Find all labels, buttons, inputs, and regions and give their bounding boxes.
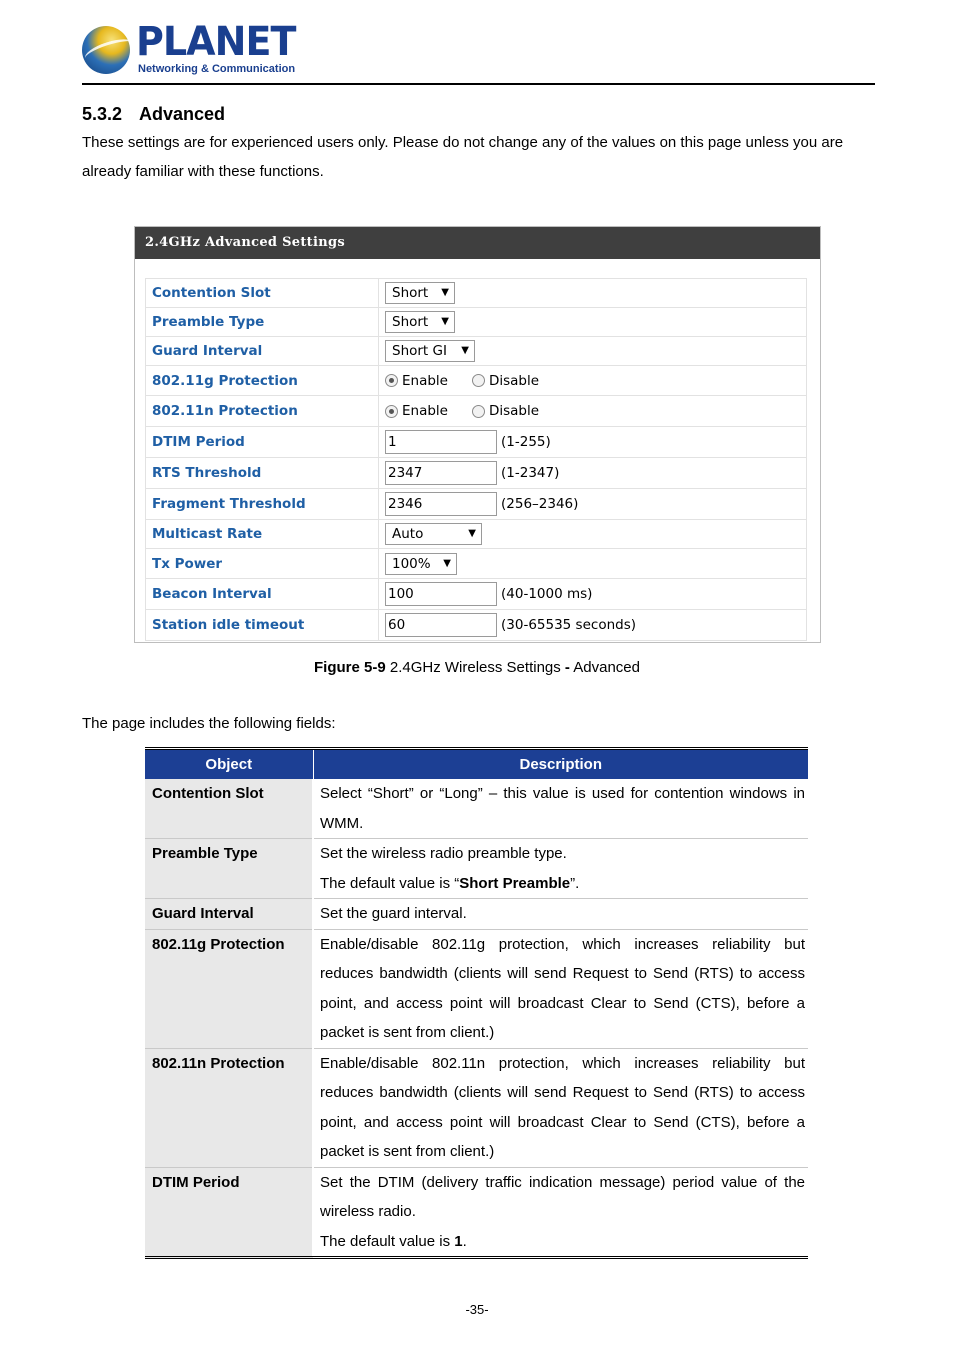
setting-label: 802.11g Protection [146, 366, 379, 396]
settings-row [146, 279, 807, 308]
settings-table [145, 278, 807, 641]
setting-value [379, 549, 807, 579]
object-cell: DTIM Period [145, 1167, 313, 1258]
radio-option[interactable] [385, 403, 448, 419]
planet-logo [82, 19, 296, 78]
radio-label: Enable [402, 372, 448, 389]
panel-title: 2.4GHz Advanced Settings [135, 227, 820, 259]
settings-row [146, 308, 807, 337]
setting-select[interactable] [385, 282, 455, 304]
default-value: Short Preamble [459, 874, 571, 892]
select-value: Short [392, 314, 429, 330]
setting-input[interactable]: 2347 [385, 461, 497, 485]
description-cell [313, 779, 808, 839]
setting-label: Beacon Interval [146, 579, 379, 610]
setting-select[interactable] [385, 311, 455, 333]
setting-label: Multicast Rate [146, 520, 379, 549]
radio-label: Enable [402, 403, 448, 419]
radio-label: Disable [488, 372, 540, 389]
settings-row [146, 366, 807, 396]
description-text: Set the guard interval. [320, 905, 467, 922]
default-prefix: The default value is “ [320, 874, 460, 892]
setting-value [379, 396, 807, 427]
select-value: Short [392, 285, 429, 301]
setting-input[interactable]: 60 [385, 613, 497, 637]
figure-caption [0, 659, 954, 676]
fields-intro: The page includes the following fields: [82, 715, 336, 732]
default-value-line [320, 869, 805, 899]
setting-label: RTS Threshold [146, 458, 379, 489]
radio-option[interactable] [385, 373, 448, 389]
description-cell [313, 1167, 808, 1258]
setting-value [379, 520, 807, 549]
page-number: -35- [465, 1302, 489, 1317]
default-prefix: The default value is [320, 1232, 455, 1250]
radio-button[interactable] [472, 405, 485, 418]
setting-value [379, 610, 807, 641]
description-text: Set the DTIM (delivery traffic indication message) period value of the wireless radio. [320, 1173, 805, 1220]
setting-value [379, 308, 807, 337]
setting-input[interactable]: 2346 [385, 492, 497, 516]
figure-text: 2.4GHz Wireless Settings [389, 659, 561, 676]
figure-label: Figure 5-9 [314, 659, 386, 676]
table-row [145, 779, 808, 839]
radio-option[interactable] [472, 403, 539, 419]
advanced-settings-screenshot [134, 226, 821, 643]
setting-range-hint: (1-255) [501, 434, 551, 450]
default-suffix: . [462, 1232, 467, 1250]
section-heading: Advanced [139, 104, 226, 124]
settings-row [146, 396, 807, 427]
setting-label: Station idle timeout [146, 610, 379, 641]
radio-button[interactable] [385, 374, 398, 387]
setting-value [379, 489, 807, 520]
default-value: 1 [454, 1232, 463, 1250]
settings-row [146, 337, 807, 366]
section-title [82, 104, 225, 125]
table-row [145, 1167, 808, 1258]
chevron-down-icon: ▼ [468, 528, 476, 539]
field-description-table [145, 747, 808, 1259]
radio-option[interactable] [472, 373, 539, 389]
setting-range-hint: (30-65535 seconds) [501, 617, 636, 633]
setting-value [379, 579, 807, 610]
setting-value [379, 337, 807, 366]
intro-paragraph: These settings are for experienced users only. Please do not change any of the values on this page unless you are already familiar with these functions. [82, 134, 844, 180]
select-value: Auto [392, 526, 424, 542]
select-value: 100% [392, 555, 431, 572]
description-text: Enable/disable 802.11n protection, which increases reliability but reduces bandwidth (clients will send Request to Send (RTS) to access point, and access point will broadcast Clear to Send (CTS), before a packet is sent from client.) [320, 1054, 805, 1160]
radio-label: Disable [488, 403, 540, 419]
chevron-down-icon: ▼ [441, 316, 449, 327]
setting-range-hint: (1-2347) [501, 465, 560, 481]
setting-select[interactable] [385, 553, 457, 575]
settings-row [146, 427, 807, 458]
settings-row [146, 458, 807, 489]
setting-label: Fragment Threshold [146, 489, 379, 520]
table-row [145, 1048, 808, 1167]
setting-input[interactable]: 100 [385, 582, 497, 606]
setting-input[interactable]: 1 [385, 430, 497, 454]
description-cell [313, 929, 808, 1048]
table-row [145, 929, 808, 1048]
default-suffix: ”. [570, 874, 580, 892]
setting-range-hint: (256–2346) [501, 496, 579, 512]
radio-button[interactable] [472, 374, 485, 387]
description-text: Select “Short” or “Long” – this value is used for contention windows in WMM. [320, 785, 805, 832]
table-row [145, 899, 808, 930]
setting-label: Contention Slot [146, 279, 379, 308]
chevron-down-icon: ▼ [461, 345, 469, 356]
description-cell [313, 899, 808, 930]
object-cell: 802.11g Protection [145, 929, 313, 1048]
object-cell: Contention Slot [145, 779, 313, 839]
setting-label: Tx Power [146, 549, 379, 579]
table-row [145, 839, 808, 899]
setting-value [379, 458, 807, 489]
setting-label: 802.11n Protection [146, 396, 379, 427]
figure-tail: Advanced [573, 659, 640, 676]
setting-value [379, 366, 807, 396]
brand-name: PLANET [136, 19, 296, 65]
figure-separator: - [564, 659, 570, 676]
settings-row [146, 489, 807, 520]
header-description: Description [313, 749, 808, 780]
settings-row [146, 549, 807, 579]
setting-range-hint: (40-1000 ms) [501, 586, 593, 602]
chevron-down-icon: ▼ [441, 287, 449, 298]
header-rule [82, 83, 875, 85]
settings-row [146, 520, 807, 549]
brand-tagline: Networking & Communication [138, 63, 296, 75]
setting-label: DTIM Period [146, 427, 379, 458]
radio-button[interactable] [385, 405, 398, 418]
description-cell [313, 1048, 808, 1167]
description-text: Set the wireless radio preamble type. [320, 845, 567, 862]
object-cell: Guard Interval [145, 899, 313, 930]
setting-label: Preamble Type [146, 308, 379, 337]
object-cell: Preamble Type [145, 839, 313, 899]
setting-select[interactable] [385, 340, 475, 362]
settings-row [146, 610, 807, 641]
setting-label: Guard Interval [146, 337, 379, 366]
chevron-down-icon: ▼ [443, 557, 451, 569]
select-value: Short GI [392, 343, 447, 359]
section-number: 5.3.2 [82, 104, 123, 124]
object-cell: 802.11n Protection [145, 1048, 313, 1167]
setting-value [379, 427, 807, 458]
description-text: Enable/disable 802.11g protection, which increases reliability but reduces bandwidth (clients will send Request to Send (RTS) to access point, and access point will broadcast Clear to Send (CTS), before a packet is sent from client.) [320, 935, 805, 1041]
setting-select[interactable] [385, 523, 482, 545]
description-cell [313, 839, 808, 899]
setting-value [379, 279, 807, 308]
settings-row [146, 579, 807, 610]
header-object: Object [145, 749, 313, 780]
default-value-line [320, 1227, 805, 1257]
